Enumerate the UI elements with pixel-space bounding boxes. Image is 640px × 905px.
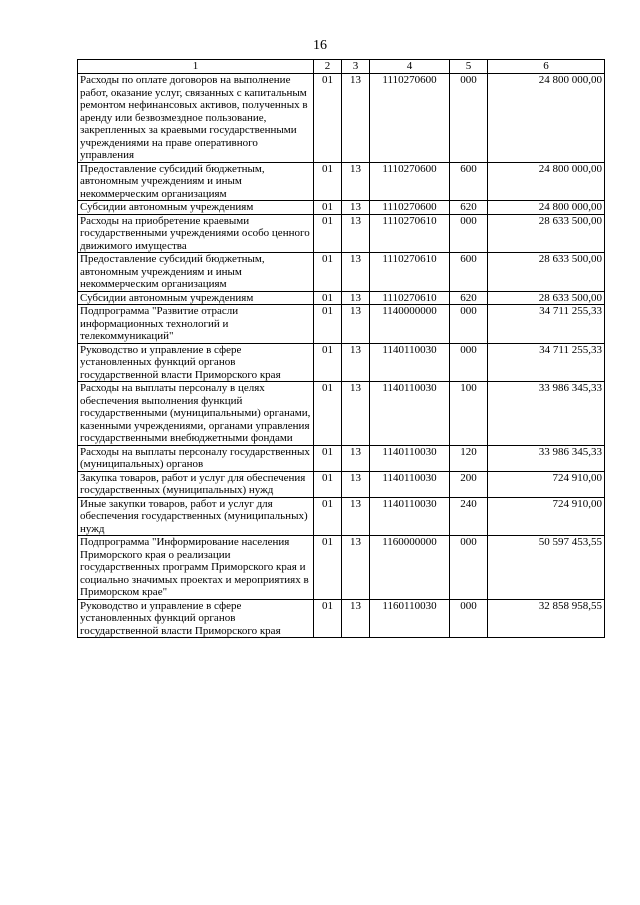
row-subsection: 13 xyxy=(342,536,370,600)
row-section: 01 xyxy=(314,74,342,163)
header-col-1: 1 xyxy=(78,60,314,74)
row-target-article: 1140110030 xyxy=(370,343,450,382)
row-section: 01 xyxy=(314,536,342,600)
table-row xyxy=(78,253,605,292)
row-section: 01 xyxy=(314,305,342,344)
row-name: Подпрограмма "Информирование населения Приморского края о реализации государственных программ Приморского края и социально значимых проектах и мероприятиях в Приморском крае" xyxy=(78,536,314,600)
header-col-2: 2 xyxy=(314,60,342,74)
table-row xyxy=(78,382,605,446)
row-target-article: 1110270600 xyxy=(370,162,450,201)
row-subsection: 13 xyxy=(342,214,370,253)
table-row xyxy=(78,162,605,201)
row-target-article: 1140110030 xyxy=(370,471,450,497)
row-expense-type: 000 xyxy=(450,536,488,600)
row-expense-type: 000 xyxy=(450,599,488,638)
row-amount: 34 711 255,33 xyxy=(488,343,605,382)
row-expense-type: 000 xyxy=(450,343,488,382)
row-subsection: 13 xyxy=(342,253,370,292)
row-target-article: 1110270610 xyxy=(370,291,450,305)
header-col-4: 4 xyxy=(370,60,450,74)
table-row xyxy=(78,201,605,215)
row-section: 01 xyxy=(314,162,342,201)
row-section: 01 xyxy=(314,599,342,638)
row-amount: 34 711 255,33 xyxy=(488,305,605,344)
row-subsection: 13 xyxy=(342,74,370,163)
row-amount: 724 910,00 xyxy=(488,471,605,497)
row-name: Подпрограмма "Развитие отрасли информационных технологий и телекоммуникаций" xyxy=(78,305,314,344)
row-expense-type: 000 xyxy=(450,214,488,253)
row-name: Расходы на приобретение краевыми государственными учреждениями особо ценного движимого имущества xyxy=(78,214,314,253)
row-subsection: 13 xyxy=(342,599,370,638)
row-name: Руководство и управление в сфере установленных функций органов государственной власти Приморского края xyxy=(78,343,314,382)
table-row xyxy=(78,497,605,536)
row-section: 01 xyxy=(314,445,342,471)
row-target-article: 1140000000 xyxy=(370,305,450,344)
row-name: Предоставление субсидий бюджетным, автономным учреждениям и иным некоммерческим организациям xyxy=(78,253,314,292)
row-expense-type: 000 xyxy=(450,305,488,344)
row-amount: 24 800 000,00 xyxy=(488,201,605,215)
row-section: 01 xyxy=(314,201,342,215)
row-section: 01 xyxy=(314,214,342,253)
row-expense-type: 000 xyxy=(450,74,488,163)
table-row xyxy=(78,536,605,600)
row-amount: 32 858 958,55 xyxy=(488,599,605,638)
row-target-article: 1140110030 xyxy=(370,445,450,471)
row-target-article: 1160110030 xyxy=(370,599,450,638)
row-target-article: 1140110030 xyxy=(370,497,450,536)
table-header-row xyxy=(78,60,605,74)
row-section: 01 xyxy=(314,291,342,305)
row-name: Закупка товаров, работ и услуг для обеспечения государственных (муниципальных) нужд xyxy=(78,471,314,497)
table-row xyxy=(78,471,605,497)
row-target-article: 1160000000 xyxy=(370,536,450,600)
row-amount: 28 633 500,00 xyxy=(488,253,605,292)
table-row xyxy=(78,305,605,344)
row-section: 01 xyxy=(314,382,342,446)
row-subsection: 13 xyxy=(342,201,370,215)
row-name: Расходы на выплаты персоналу государственных (муниципальных) органов xyxy=(78,445,314,471)
row-amount: 28 633 500,00 xyxy=(488,214,605,253)
budget-table xyxy=(77,59,605,638)
row-section: 01 xyxy=(314,253,342,292)
page-number: 16 xyxy=(313,38,327,53)
row-target-article: 1110270600 xyxy=(370,74,450,163)
row-expense-type: 240 xyxy=(450,497,488,536)
row-section: 01 xyxy=(314,497,342,536)
header-col-3: 3 xyxy=(342,60,370,74)
row-name: Расходы на выплаты персоналу в целях обеспечения выполнения функций государственными (муниципальными) органами, казенными учреждениями, органами управления государственными внебюджетными фондами xyxy=(78,382,314,446)
row-subsection: 13 xyxy=(342,382,370,446)
row-section: 01 xyxy=(314,471,342,497)
row-expense-type: 200 xyxy=(450,471,488,497)
row-subsection: 13 xyxy=(342,162,370,201)
row-amount: 33 986 345,33 xyxy=(488,445,605,471)
header-col-5: 5 xyxy=(450,60,488,74)
row-target-article: 1110270600 xyxy=(370,201,450,215)
row-subsection: 13 xyxy=(342,471,370,497)
row-expense-type: 620 xyxy=(450,201,488,215)
row-amount: 50 597 453,55 xyxy=(488,536,605,600)
row-name: Расходы по оплате договоров на выполнение работ, оказание услуг, связанных с капитальным ремонтом нефинансовых активов, полученных в аренду или безвозмездное пользование, закрепленных за краевыми государственными учреждениями на праве оперативного управления xyxy=(78,74,314,163)
row-subsection: 13 xyxy=(342,291,370,305)
table-row xyxy=(78,445,605,471)
table-row xyxy=(78,214,605,253)
row-target-article: 1110270610 xyxy=(370,214,450,253)
table-row xyxy=(78,74,605,163)
row-name: Субсидии автономным учреждениям xyxy=(78,291,314,305)
row-amount: 28 633 500,00 xyxy=(488,291,605,305)
row-name: Субсидии автономным учреждениям xyxy=(78,201,314,215)
row-section: 01 xyxy=(314,343,342,382)
row-amount: 724 910,00 xyxy=(488,497,605,536)
row-subsection: 13 xyxy=(342,445,370,471)
row-name: Руководство и управление в сфере установленных функций органов государственной власти Приморского края xyxy=(78,599,314,638)
row-expense-type: 100 xyxy=(450,382,488,446)
table-row xyxy=(78,291,605,305)
table-row xyxy=(78,343,605,382)
row-expense-type: 600 xyxy=(450,253,488,292)
row-amount: 24 800 000,00 xyxy=(488,162,605,201)
row-expense-type: 120 xyxy=(450,445,488,471)
row-expense-type: 600 xyxy=(450,162,488,201)
row-expense-type: 620 xyxy=(450,291,488,305)
row-target-article: 1110270610 xyxy=(370,253,450,292)
row-amount: 24 800 000,00 xyxy=(488,74,605,163)
row-target-article: 1140110030 xyxy=(370,382,450,446)
row-subsection: 13 xyxy=(342,497,370,536)
row-name: Иные закупки товаров, работ и услуг для обеспечения государственных (муниципальных) нужд xyxy=(78,497,314,536)
row-amount: 33 986 345,33 xyxy=(488,382,605,446)
header-col-6: 6 xyxy=(488,60,605,74)
row-subsection: 13 xyxy=(342,343,370,382)
table-row xyxy=(78,599,605,638)
row-name: Предоставление субсидий бюджетным, автономным учреждениям и иным некоммерческим организациям xyxy=(78,162,314,201)
row-subsection: 13 xyxy=(342,305,370,344)
